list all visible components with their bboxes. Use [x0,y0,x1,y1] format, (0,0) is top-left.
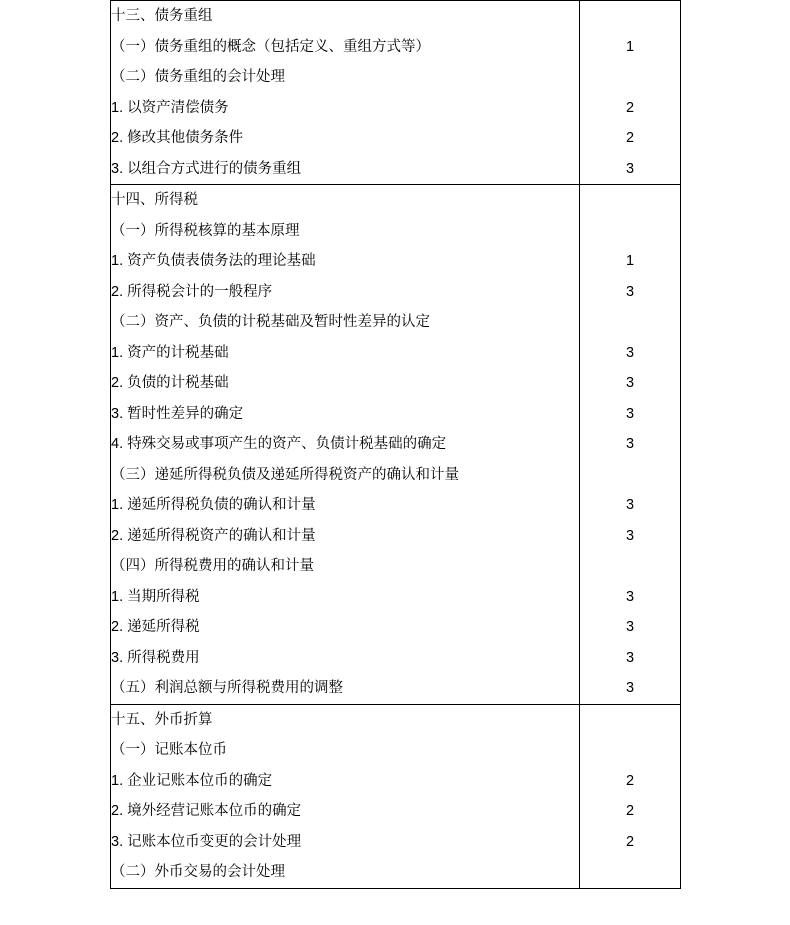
section-heading: 十五、外币折算 [111,704,580,735]
table-row [111,185,681,216]
ability-level-cell [580,735,681,766]
ability-level-cell: 3 [580,490,681,521]
table-row [111,32,681,63]
table-row [111,766,681,797]
table-row [111,93,681,124]
syllabus-table-body [111,1,681,889]
ability-level-cell [580,1,681,32]
table-row [111,582,681,613]
table-row [111,1,681,32]
topic-cell: （一）所得税核算的基本原理 [111,216,580,247]
topic-cell: 1. 资产的计税基础 [111,338,580,369]
table-row [111,246,681,277]
table-row [111,277,681,308]
ability-level-cell [580,185,681,216]
section-heading: 十四、所得税 [111,185,580,216]
table-row [111,123,681,154]
table-row [111,673,681,704]
ability-level-cell [580,857,681,888]
table-row [111,154,681,185]
table-row [111,827,681,858]
table-row [111,62,681,93]
table-row [111,551,681,582]
ability-level-cell: 3 [580,643,681,674]
topic-cell: 2. 递延所得税资产的确认和计量 [111,521,580,552]
ability-level-cell: 2 [580,766,681,797]
ability-level-cell: 3 [580,277,681,308]
topic-cell: 2. 负债的计税基础 [111,368,580,399]
ability-level-cell: 1 [580,32,681,63]
table-row [111,857,681,888]
topic-cell: 2. 递延所得税 [111,612,580,643]
topic-cell: 2. 修改其他债务条件 [111,123,580,154]
ability-level-cell: 3 [580,154,681,185]
ability-level-cell: 3 [580,338,681,369]
topic-cell: 1. 递延所得税负债的确认和计量 [111,490,580,521]
section-heading: 十三、债务重组 [111,1,580,32]
table-row [111,399,681,430]
topic-cell: （一）记账本位币 [111,735,580,766]
syllabus-table [110,0,681,889]
topic-cell: （二）资产、负债的计税基础及暂时性差异的认定 [111,307,580,338]
topic-cell: 4. 特殊交易或事项产生的资产、负债计税基础的确定 [111,429,580,460]
ability-level-cell [580,551,681,582]
ability-level-cell: 2 [580,827,681,858]
ability-level-cell: 2 [580,93,681,124]
table-row [111,490,681,521]
topic-cell: （二）债务重组的会计处理 [111,62,580,93]
ability-level-cell: 2 [580,796,681,827]
ability-level-cell: 3 [580,612,681,643]
topic-cell: 3. 以组合方式进行的债务重组 [111,154,580,185]
ability-level-cell [580,62,681,93]
topic-cell: 2. 所得税会计的一般程序 [111,277,580,308]
ability-level-cell [580,704,681,735]
ability-level-cell: 3 [580,521,681,552]
topic-cell: 1. 企业记账本位币的确定 [111,766,580,797]
table-row [111,460,681,491]
table-row [111,612,681,643]
ability-level-cell [580,460,681,491]
ability-level-cell: 3 [580,429,681,460]
ability-level-cell: 3 [580,399,681,430]
topic-cell: 3. 所得税费用 [111,643,580,674]
table-row [111,643,681,674]
topic-cell: 2. 境外经营记账本位币的确定 [111,796,580,827]
topic-cell: 1. 资产负债表债务法的理论基础 [111,246,580,277]
ability-level-cell [580,307,681,338]
table-row [111,704,681,735]
table-row [111,796,681,827]
table-row [111,368,681,399]
ability-level-cell [580,216,681,247]
table-row [111,735,681,766]
topic-cell: （二）外币交易的会计处理 [111,857,580,888]
table-row [111,338,681,369]
topic-cell: （四）所得税费用的确认和计量 [111,551,580,582]
ability-level-cell: 3 [580,582,681,613]
topic-cell: 1. 以资产清偿债务 [111,93,580,124]
table-row [111,429,681,460]
ability-level-cell: 3 [580,368,681,399]
ability-level-cell: 2 [580,123,681,154]
topic-cell: （三）递延所得税负债及递延所得税资产的确认和计量 [111,460,580,491]
topic-cell: 3. 记账本位币变更的会计处理 [111,827,580,858]
table-row [111,521,681,552]
ability-level-cell: 1 [580,246,681,277]
table-row [111,216,681,247]
ability-level-cell: 3 [580,673,681,704]
topic-cell: （五）利润总额与所得税费用的调整 [111,673,580,704]
topic-cell: 3. 暂时性差异的确定 [111,399,580,430]
table-row [111,307,681,338]
topic-cell: 1. 当期所得税 [111,582,580,613]
topic-cell: （一）债务重组的概念（包括定义、重组方式等） [111,32,580,63]
